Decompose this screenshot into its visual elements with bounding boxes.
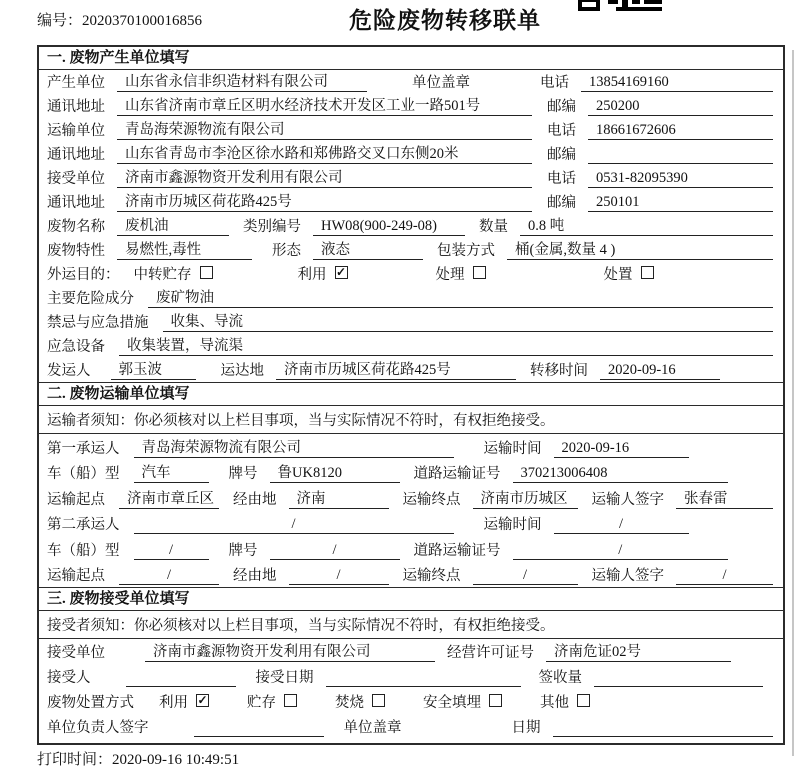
plate-number2-value: / bbox=[270, 542, 400, 560]
form-row bbox=[39, 310, 783, 334]
form-row bbox=[39, 118, 783, 142]
disposal-incinerate-group bbox=[335, 691, 385, 712]
date-label: 日期 bbox=[511, 720, 541, 736]
transport-date2-value: / bbox=[554, 516, 689, 534]
section-transporter-heading: 二. 废物运输单位填写 bbox=[39, 383, 783, 406]
form-row bbox=[39, 434, 783, 460]
form-row bbox=[39, 358, 783, 382]
destination-value: 济南市历城区荷花路425号 bbox=[276, 358, 516, 380]
hazardous-component-value: 废矿物油 bbox=[148, 286, 773, 308]
producer-unit-value: 山东省永信非织造材料有限公司 bbox=[117, 70, 367, 92]
transporter-phone-label: 电话 bbox=[547, 123, 576, 139]
form-row bbox=[39, 262, 783, 286]
origin2-value: / bbox=[119, 567, 219, 585]
disposal-other-label: 其他 bbox=[540, 695, 569, 711]
origin-value: 济南市章丘区 bbox=[119, 487, 219, 509]
purpose-utilize-checkbox: ✓ bbox=[335, 265, 347, 279]
receiver-unit-value: 济南市鑫源物资开发利用有限公司 bbox=[117, 166, 532, 188]
form-row bbox=[39, 689, 783, 714]
second-carrier-value: / bbox=[134, 516, 454, 534]
purpose-transit-storage-checkbox bbox=[200, 266, 213, 279]
doc-number bbox=[37, 9, 202, 30]
form-row bbox=[39, 639, 783, 664]
purpose-dispose-checkbox bbox=[641, 266, 654, 279]
form-row bbox=[39, 460, 783, 486]
receiver-notice: 接受者须知：你必须核对以上栏目事项，当与实际情况不符时，有权拒绝接受。 bbox=[39, 611, 783, 639]
waste-name-label: 废物名称 bbox=[47, 219, 105, 235]
carrier-signature2-label: 运输人签字 bbox=[591, 568, 664, 584]
hazardous-component-label: 主要危险成分 bbox=[47, 291, 134, 307]
form-row bbox=[39, 286, 783, 310]
section-producer bbox=[39, 47, 783, 382]
form-row bbox=[39, 664, 783, 689]
origin-label: 运输起点 bbox=[47, 491, 105, 508]
transporter-zip-label: 邮编 bbox=[547, 147, 576, 163]
receiver-person-label: 接受人 bbox=[47, 670, 91, 686]
origin2-label: 运输起点 bbox=[47, 568, 105, 584]
category-code-label: 类别编号 bbox=[243, 219, 301, 235]
print-time bbox=[37, 748, 239, 768]
disposal-utilize-checkbox: ✓ bbox=[197, 693, 208, 707]
plate-number2-label: 牌号 bbox=[228, 542, 258, 559]
endpoint2-value: / bbox=[473, 567, 578, 585]
waste-property-value: 易燃性,毒性 bbox=[117, 238, 252, 260]
producer-unit-label: 产生单位 bbox=[47, 75, 105, 91]
form-row bbox=[39, 536, 783, 562]
transport-date-value: 2020-09-16 bbox=[554, 440, 689, 458]
producer-phone-label: 电话 bbox=[540, 75, 569, 91]
disposal-other-checkbox bbox=[577, 694, 590, 707]
disposal-utilize-group bbox=[159, 691, 209, 712]
date-value bbox=[553, 719, 774, 737]
form-row bbox=[39, 714, 783, 739]
producer-rows bbox=[39, 70, 783, 382]
form-title: 危险废物转移联单 bbox=[349, 8, 541, 33]
receive-unit-value: 济南市鑫源物资开发利用有限公司 bbox=[145, 640, 435, 662]
receiver-person-value bbox=[126, 669, 236, 687]
transporter-phone-value: 18661672606 bbox=[588, 122, 773, 140]
carrier-signature-label: 运输人签字 bbox=[591, 491, 664, 508]
endpoint-value: 济南市历城区 bbox=[473, 487, 578, 509]
purpose-treat-label: 处理 bbox=[435, 267, 465, 283]
receiver-address-label: 通讯地址 bbox=[47, 195, 105, 211]
road-permit2-label: 道路运输证号 bbox=[413, 542, 501, 559]
transporter-notice: 运输者须知：你必须核对以上栏目事项，当与实际情况不符时，有权拒绝接受。 bbox=[39, 406, 783, 434]
disposal-utilize-label: 利用 bbox=[159, 695, 188, 711]
precautions-value: 收集、导流 bbox=[163, 310, 774, 332]
purpose-treat-checkbox bbox=[473, 266, 486, 279]
vehicle-type-label: 车（船）型 bbox=[47, 466, 120, 482]
road-permit-value: 370213006408 bbox=[513, 465, 729, 483]
precautions-label: 禁忌与应急措施 bbox=[47, 315, 149, 331]
producer-address-label: 通讯地址 bbox=[47, 99, 105, 115]
receiver-zip-label: 邮编 bbox=[547, 195, 576, 211]
form-state-label: 形态 bbox=[272, 243, 301, 259]
form-row bbox=[39, 238, 783, 262]
quantity-label: 数量 bbox=[479, 219, 508, 235]
emergency-equipment-label: 应急设备 bbox=[47, 339, 105, 355]
receive-date-value bbox=[326, 669, 521, 687]
road-permit-label: 道路运输证号 bbox=[413, 466, 501, 482]
purpose-treat-group bbox=[436, 263, 486, 284]
section-transporter bbox=[39, 382, 783, 587]
form-state-value: 液态 bbox=[313, 238, 423, 260]
via2-label: 经由地 bbox=[233, 568, 277, 584]
category-code-value: HW08(900-249-08) bbox=[313, 218, 465, 236]
second-carrier-label: 第二承运人 bbox=[47, 517, 120, 533]
endpoint-label: 运输终点 bbox=[402, 491, 461, 508]
transfer-date-value: 2020-09-16 bbox=[600, 362, 720, 380]
form-row bbox=[39, 190, 783, 214]
transfer-date-label: 转移时间 bbox=[530, 363, 588, 379]
purpose-dispose-group bbox=[604, 263, 654, 284]
receiver-phone-label: 电话 bbox=[547, 171, 576, 187]
transport-date2-label: 运输时间 bbox=[483, 517, 542, 533]
receiver-zip-value: 250101 bbox=[588, 194, 773, 212]
receiver-seal-label: 单位盖章 bbox=[343, 720, 402, 736]
via2-value: / bbox=[289, 567, 389, 585]
shipper-label: 发运人 bbox=[47, 363, 91, 379]
disposal-other-group bbox=[540, 691, 590, 712]
responsible-signature-value bbox=[194, 719, 324, 737]
transporter-address-value: 山东省青岛市李沧区徐水路和郑佛路交叉口东侧20米 bbox=[117, 142, 532, 164]
purpose-utilize-group bbox=[298, 263, 348, 284]
form-row bbox=[39, 166, 783, 190]
scan-artifact-line bbox=[792, 50, 794, 756]
road-permit2-value: / bbox=[513, 542, 729, 560]
via-label: 经由地 bbox=[233, 491, 277, 508]
print-time-label: 打印时间： bbox=[37, 752, 113, 768]
transporter-zip-value bbox=[588, 146, 773, 164]
form-row bbox=[39, 511, 783, 537]
license-number-label: 经营许可证号 bbox=[447, 645, 534, 661]
receiver-unit-label: 接受单位 bbox=[47, 171, 105, 187]
disposal-store-group bbox=[247, 691, 297, 712]
form-row bbox=[39, 142, 783, 166]
packaging-label: 包装方式 bbox=[437, 243, 495, 259]
via-value: 济南 bbox=[289, 487, 389, 509]
transporter-rows bbox=[39, 434, 783, 587]
carrier-signature2-value: / bbox=[676, 567, 773, 585]
received-quantity-label: 签收量 bbox=[538, 670, 582, 686]
destination-label: 运达地 bbox=[220, 363, 264, 379]
receive-date-label: 接受日期 bbox=[255, 670, 314, 686]
receiver-address-value: 济南市历城区荷花路425号 bbox=[117, 190, 532, 212]
section-receiver bbox=[39, 587, 783, 739]
vehicle-type2-label: 车（船）型 bbox=[47, 542, 120, 559]
disposal-landfill-checkbox bbox=[489, 694, 502, 707]
purpose-transit-storage-label: 中转贮存 bbox=[133, 267, 192, 283]
received-quantity-value bbox=[594, 669, 763, 687]
responsible-signature-label: 单位负责人签字 bbox=[47, 720, 149, 736]
transporter-address-label: 通讯地址 bbox=[47, 147, 105, 163]
purpose-transit-storage-group bbox=[134, 263, 213, 284]
producer-address-value: 山东省济南市章丘区明水经济技术开发区工业一路501号 bbox=[117, 94, 532, 116]
receiver-phone-value: 0531-82095390 bbox=[588, 170, 773, 188]
transfer-form bbox=[37, 45, 785, 745]
emergency-equipment-value: 收集装置，导流渠 bbox=[119, 334, 773, 356]
transporter-unit-value: 青岛海荣源物流有限公司 bbox=[117, 118, 532, 140]
transfer-purpose-label: 外运目的： bbox=[47, 267, 120, 283]
form-row bbox=[39, 94, 783, 118]
doc-number-value: 2020370100016856 bbox=[82, 13, 203, 29]
waste-name-value: 废机油 bbox=[117, 214, 229, 236]
section-producer-heading: 一. 废物产生单位填写 bbox=[39, 47, 783, 70]
form-row bbox=[39, 70, 783, 94]
receiver-rows bbox=[39, 639, 783, 739]
purpose-utilize-label: 利用 bbox=[297, 267, 327, 283]
disposal-store-label: 贮存 bbox=[247, 695, 276, 711]
endpoint2-label: 运输终点 bbox=[402, 568, 461, 584]
print-time-value: 2020-09-16 10:49:51 bbox=[112, 752, 240, 768]
producer-zip-label: 邮编 bbox=[547, 99, 576, 115]
form-row bbox=[39, 562, 783, 588]
vehicle-type2-value: / bbox=[134, 542, 209, 560]
form-row bbox=[39, 485, 783, 511]
shipper-value: 郭玉波 bbox=[111, 358, 196, 380]
unit-seal-label: 单位盖章 bbox=[412, 75, 470, 91]
form-row bbox=[39, 334, 783, 358]
section-receiver-heading: 三. 废物接受单位填写 bbox=[39, 588, 783, 611]
producer-phone-value: 13854169160 bbox=[581, 74, 773, 92]
license-number-value: 济南危证02号 bbox=[546, 640, 731, 662]
plate-number-label: 牌号 bbox=[228, 466, 258, 482]
quantity-value: 0.8 吨 bbox=[520, 214, 773, 236]
disposal-landfill-group bbox=[423, 691, 502, 712]
disposal-landfill-label: 安全填埋 bbox=[423, 695, 481, 711]
first-carrier-label: 第一承运人 bbox=[47, 440, 120, 457]
purpose-dispose-label: 处置 bbox=[603, 267, 633, 283]
vehicle-type-value: 汽车 bbox=[134, 461, 209, 483]
transporter-unit-label: 运输单位 bbox=[47, 123, 105, 139]
doc-number-label: 编号： bbox=[37, 13, 83, 29]
disposal-incinerate-label: 焚烧 bbox=[335, 695, 364, 711]
packaging-value: 桶(金属,数量 4 ) bbox=[507, 238, 773, 260]
disposal-store-checkbox bbox=[284, 694, 297, 707]
first-carrier-value: 青岛海荣源物流有限公司 bbox=[134, 436, 454, 458]
form-row bbox=[39, 214, 783, 238]
disposal-incinerate-checkbox bbox=[372, 694, 385, 707]
producer-zip-value: 250200 bbox=[588, 98, 773, 116]
qr-code-icon bbox=[578, 0, 662, 11]
receive-unit-label: 接受单位 bbox=[47, 645, 105, 661]
plate-number-value: 鲁UK8120 bbox=[270, 461, 400, 483]
waste-property-label: 废物特性 bbox=[47, 243, 105, 259]
transport-date-label: 运输时间 bbox=[483, 440, 542, 457]
carrier-signature-value: 张春雷 bbox=[676, 487, 773, 509]
disposal-method-label: 废物处置方式 bbox=[47, 695, 134, 711]
